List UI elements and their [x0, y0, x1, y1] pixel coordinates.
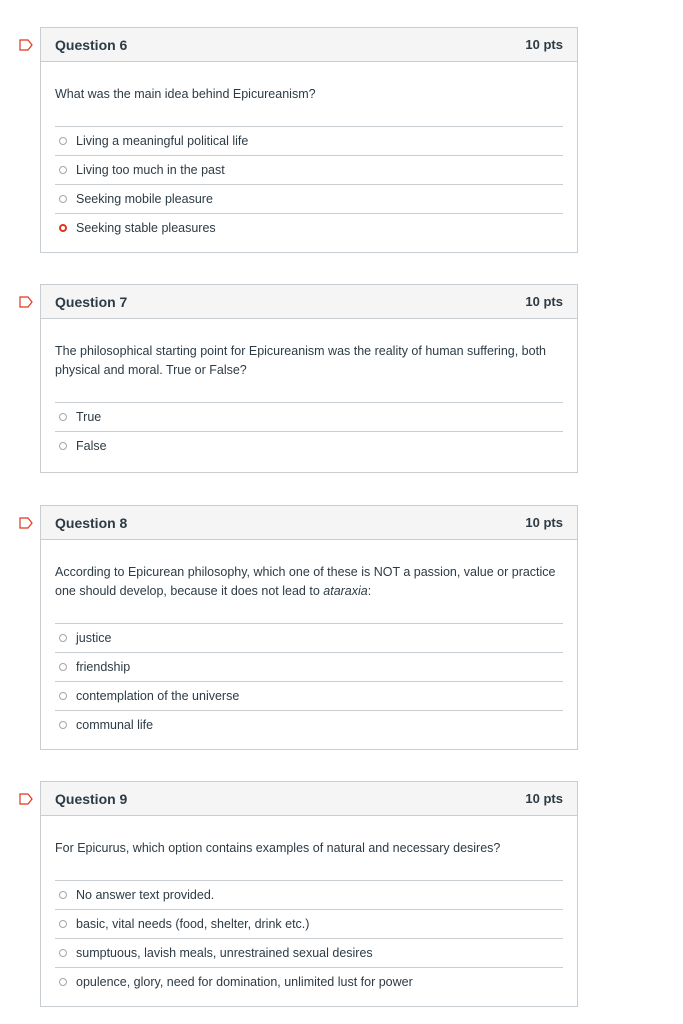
answer-option[interactable] — [55, 402, 563, 431]
answer-label: communal life — [76, 718, 154, 732]
question-title: Question 6 — [55, 36, 128, 53]
question-card-9 — [40, 781, 578, 1007]
answer-list — [55, 623, 563, 739]
question-card-7 — [40, 284, 578, 473]
answer-option[interactable] — [55, 126, 563, 155]
answer-label: False — [76, 439, 107, 453]
answer-label: Living too much in the past — [76, 163, 225, 177]
answer-option[interactable] — [55, 880, 563, 909]
answer-label: justice — [76, 631, 112, 645]
question-body — [41, 62, 577, 250]
answer-label: sumptuous, lavish meals, unrestrained sexual desires — [76, 946, 373, 960]
answer-label: contemplation of the universe — [76, 689, 240, 703]
radio-button-icon[interactable] — [59, 949, 67, 957]
question-text — [55, 839, 563, 858]
answer-label: No answer text provided. — [76, 888, 215, 902]
answer-label: opulence, glory, need for domination, unlimited lust for power — [76, 975, 413, 989]
answer-label: Seeking stable pleasures — [76, 221, 216, 235]
answer-option[interactable] — [55, 652, 563, 681]
bookmark-flag-icon[interactable] — [19, 517, 33, 529]
answer-option[interactable] — [55, 938, 563, 967]
question-text-emphasis: ataraxia — [323, 584, 368, 598]
question-text — [55, 342, 563, 380]
answer-label: Living a meaningful political life — [76, 134, 249, 148]
radio-button-icon[interactable] — [59, 137, 67, 145]
question-header — [41, 782, 577, 816]
question-text — [55, 85, 563, 104]
bookmark-flag-icon[interactable] — [19, 39, 33, 51]
answer-option-selected[interactable] — [55, 213, 563, 242]
radio-button-selected-icon[interactable] — [59, 224, 67, 232]
question-card-8 — [40, 505, 578, 750]
question-body — [41, 319, 577, 468]
answer-label: basic, vital needs (food, shelter, drink etc.) — [76, 917, 310, 931]
question-text-main: According to Epicurean philosophy, which one of these is NOT a passion, value or practice one should develop, because it does not lead to — [55, 565, 556, 598]
bookmark-flag-icon[interactable] — [19, 296, 33, 308]
radio-button-icon[interactable] — [59, 920, 67, 928]
question-points: 10 pts — [525, 515, 563, 530]
radio-button-icon[interactable] — [59, 634, 67, 642]
answer-list — [55, 402, 563, 460]
answer-label: friendship — [76, 660, 131, 674]
question-text-tail: : — [367, 584, 372, 598]
radio-button-icon[interactable] — [59, 663, 67, 671]
question-header — [41, 506, 577, 540]
question-title: Question 8 — [55, 514, 128, 531]
question-text-main: The philosophical starting point for Epicureanism was the reality of human suffering, both physical and moral. True or False? — [55, 344, 547, 377]
question-card-6 — [40, 27, 578, 253]
radio-button-icon[interactable] — [59, 692, 67, 700]
answer-option[interactable] — [55, 184, 563, 213]
answer-option[interactable] — [55, 967, 563, 996]
question-title: Question 9 — [55, 790, 128, 807]
answer-option[interactable] — [55, 681, 563, 710]
answer-option[interactable] — [55, 623, 563, 652]
answer-list — [55, 880, 563, 996]
question-points: 10 pts — [525, 37, 563, 52]
answer-option[interactable] — [55, 431, 563, 460]
question-text — [55, 563, 563, 601]
radio-button-icon[interactable] — [59, 166, 67, 174]
answer-option[interactable] — [55, 710, 563, 739]
answer-option[interactable] — [55, 155, 563, 184]
question-header — [41, 28, 577, 62]
question-title: Question 7 — [55, 293, 128, 310]
radio-button-icon[interactable] — [59, 442, 67, 450]
radio-button-icon[interactable] — [59, 978, 67, 986]
question-text-main: What was the main idea behind Epicureanism? — [55, 87, 316, 101]
question-points: 10 pts — [525, 791, 563, 806]
radio-button-icon[interactable] — [59, 721, 67, 729]
question-points: 10 pts — [525, 294, 563, 309]
question-body — [41, 540, 577, 747]
question-header — [41, 285, 577, 319]
answer-list — [55, 126, 563, 242]
bookmark-flag-icon[interactable] — [19, 793, 33, 805]
question-body — [41, 816, 577, 1004]
answer-option[interactable] — [55, 909, 563, 938]
answer-label: Seeking mobile pleasure — [76, 192, 213, 206]
question-text-main: For Epicurus, which option contains examples of natural and necessary desires? — [55, 841, 501, 855]
radio-button-icon[interactable] — [59, 413, 67, 421]
radio-button-icon[interactable] — [59, 195, 67, 203]
answer-label: True — [76, 410, 102, 424]
radio-button-icon[interactable] — [59, 891, 67, 899]
